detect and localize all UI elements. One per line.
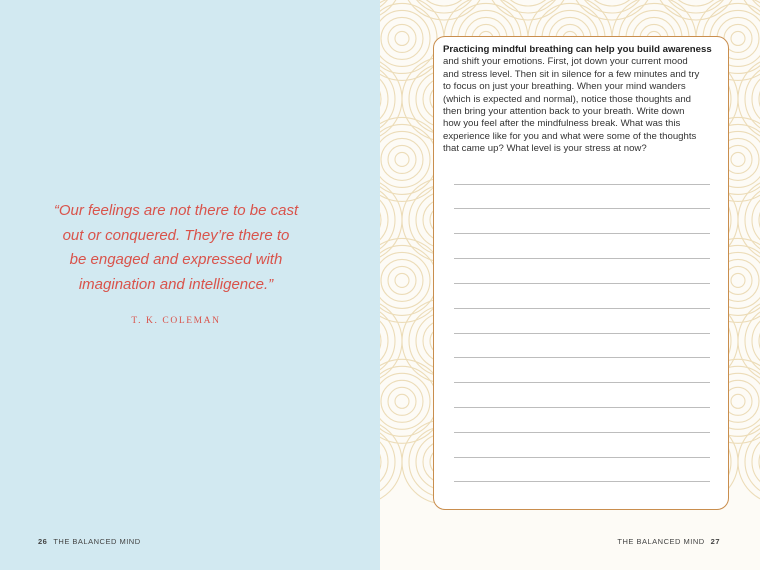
journal-prompt	[443, 44, 729, 156]
writing-line[interactable]	[454, 258, 710, 259]
writing-line[interactable]	[454, 382, 710, 383]
prompt-line: and stress level. Then sit in silence for a few minutes and try	[443, 68, 700, 80]
writing-line[interactable]	[454, 308, 710, 309]
journal-card	[433, 36, 729, 510]
prompt-line: (which is expected and normal), notice those thoughts and	[443, 93, 691, 105]
prompt-line: and shift your emotions. First, jot down your current mood	[443, 56, 688, 68]
writing-line[interactable]	[454, 481, 710, 482]
right-page-footer	[617, 537, 720, 546]
page-number: 26	[38, 537, 48, 546]
running-title: THE BALANCED MIND	[617, 537, 705, 546]
quote-line: “Our feelings are not there to be cast	[53, 202, 299, 219]
quote	[30, 199, 322, 297]
quote-author: T. K. COLEMAN	[131, 316, 221, 326]
writing-line[interactable]	[454, 233, 710, 234]
running-title: THE BALANCED MIND	[53, 537, 141, 546]
prompt-lead: Practicing mindful breathing can help you build awareness	[443, 44, 712, 55]
writing-line[interactable]	[454, 283, 710, 284]
prompt-line: how you feel after the mindfulness break. What was this	[443, 118, 681, 130]
writing-line[interactable]	[454, 357, 710, 358]
writing-line[interactable]	[454, 208, 710, 209]
quote-line: imagination and intelligence.”	[78, 275, 274, 293]
right-page	[380, 0, 760, 570]
prompt-line: experience like for you and what were some of the thoughts	[443, 130, 697, 142]
prompt-line: that came up? What level is your stress at now?	[443, 143, 647, 155]
writing-line[interactable]	[454, 184, 710, 185]
left-page-footer	[38, 537, 141, 546]
prompt-line: then bring your attention back to your breath. Write down	[443, 106, 685, 118]
writing-line[interactable]	[454, 432, 710, 433]
page-number: 27	[710, 537, 720, 546]
writing-line[interactable]	[454, 457, 710, 458]
writing-line[interactable]	[454, 407, 710, 408]
quote-line: be engaged and expressed with	[69, 251, 283, 268]
prompt-line: to focus on just your breathing. When your mind wanders	[443, 81, 686, 93]
writing-line[interactable]	[454, 333, 710, 334]
quote-line: out or conquered. They’re there to	[62, 226, 290, 244]
